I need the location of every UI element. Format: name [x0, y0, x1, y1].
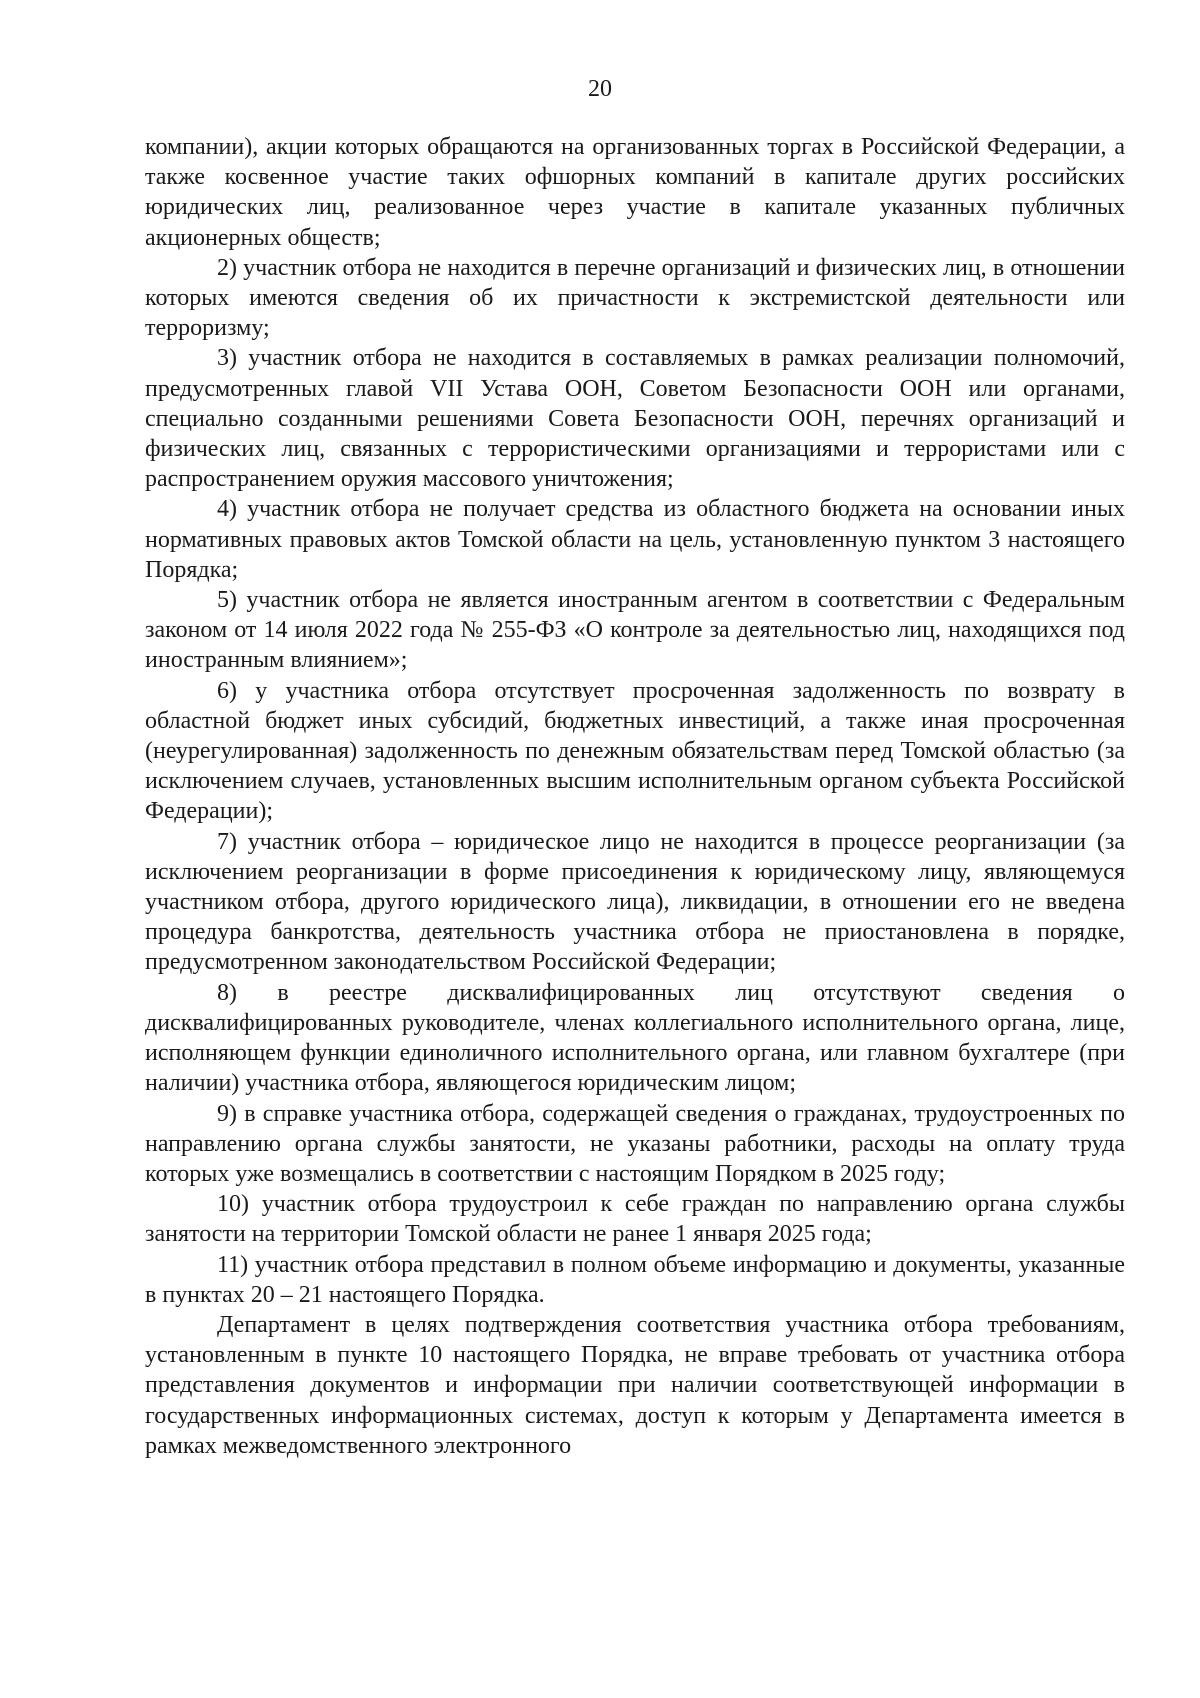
paragraph: компании), акции которых обращаются на организованных торгах в Российской Федерации, а также косвенное участие таких офшорных компаний в капитале других российских юридических лиц, реализованное через участие в капитале указанных публичных акционерных обществ; — [145, 134, 1125, 251]
page-number: 20 — [588, 76, 612, 102]
paragraph: 3) участник отбора не находится в составляемых в рамках реализации полномочий, предусмотренных главой VII Устава ООН, Советом Безопасности ООН или органами, специально созданными решениями Совета Безопасности ООН, перечнях организаций и физических лиц, связанных с террористическими организациями и террористами или с распространением оружия массового уничтожения; — [145, 345, 1125, 493]
paragraph: Департамент в целях подтверждения соответствия участника отбора требованиям, установленным в пункте 10 настоящего Порядка, не вправе требовать от участника отбора представления документов и информации при наличии соответствующей информации в государственных информационных системах, доступ к которым у Департамента имеется в рамках межведомственного электронного — [145, 1311, 1125, 1459]
paragraph: 8) в реестре дисквалифицированных лиц отсутствуют сведения о дисквалифицированных руководителе, членах коллегиального исполнительного органа, лице, исполняющем функции единоличного исполнительного органа, или главном бухгалтере (при наличии) участника отбора, являющегося юридическим лицом; — [145, 979, 1125, 1097]
paragraph: 5) участник отбора не является иностранным агентом в соответствии с Федеральным законом от 14 июля 2022 года № 255-ФЗ «О контроле за деятельностью лиц, находящихся под иностранным влиянием»; — [145, 587, 1125, 674]
paragraph: 10) участник отбора трудоустроил к себе граждан по направлению органа службы занятости на территории Томской области не ранее 1 января 2025 года; — [145, 1191, 1125, 1248]
paragraph: 2) участник отбора не находится в перечне организаций и физических лиц, в отношении которых имеются сведения об их причастности к экстремистской деятельности или терроризму; — [145, 254, 1125, 342]
paragraph: 4) участник отбора не получает средства из областного бюджета на основании иных нормативных правовых актов Томской области на цель, установленную пунктом 3 настоящего Порядка; — [145, 496, 1125, 583]
paragraph: 11) участник отбора представил в полном объеме информацию и документы, указанные в пунктах 20 – 21 настоящего Порядка. — [145, 1251, 1125, 1308]
paragraph: 6) у участника отбора отсутствует просроченная задолженность по возврату в областной бюджет иных субсидий, бюджетных инвестиций, а также иная просроченная (неурегулированная) задолженность по денежным обязательствам перед Томской областью (за исключением случаев, установленных высшим исполнительным органом субъекта Российской Федерации); — [145, 677, 1125, 825]
paragraph: 7) участник отбора – юридическое лицо не находится в процессе реорганизации (за исключением реорганизации в форме присоединения к юридическому лицу, являющемуся участником отбора, другого юридического лица), ликвидации, в отношении его не введена процедура банкротства, деятельность участника отбора не приостановлена в порядке, предусмотренном законодательством Российской Федерации; — [145, 828, 1125, 976]
paragraph: 9) в справке участника отбора, содержащей сведения о гражданах, трудоустроенных по направлению органа службы занятости, не указаны работники, расходы на оплату труда которых уже возмещались в соответствии с настоящим Порядком в 2025 году; — [145, 1100, 1125, 1187]
document-body — [145, 132, 1125, 1461]
